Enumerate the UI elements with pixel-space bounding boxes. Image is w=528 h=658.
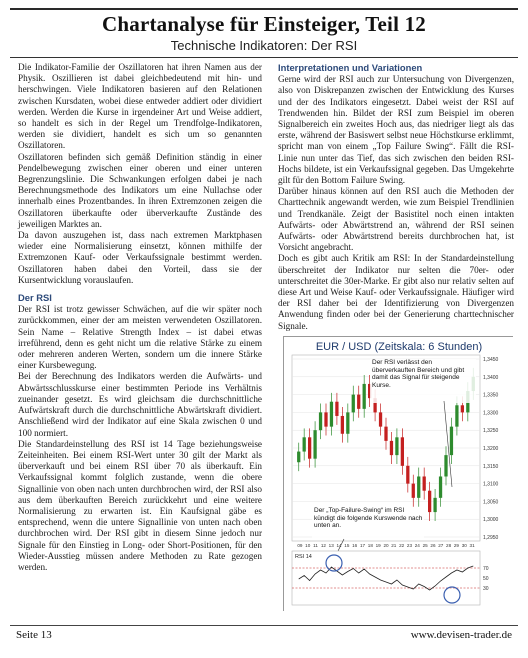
time-tick-label: 22 xyxy=(399,543,405,548)
time-tick-label: 26 xyxy=(430,543,436,548)
candle-body xyxy=(363,384,366,409)
time-tick-label: 13 xyxy=(328,543,334,548)
time-tick-label: 25 xyxy=(422,543,428,548)
time-tick-label: 21 xyxy=(391,543,397,548)
price-tick-label: 1,2950 xyxy=(483,535,499,541)
intro-paragraph: Da davon auszugehen ist, dass nach extremen Marktphasen wieder eine Normalisierung einsetzt, können mithilfe der Extremzonen Kauf- oder Verkaufssignale bestimmt werden. Oszillatoren haben dabei den Vorteil, dass sie der Kursentwicklung vorauslaufen. xyxy=(18,230,262,285)
candle-body xyxy=(412,484,415,498)
top-rule xyxy=(10,8,518,10)
time-tick-label: 20 xyxy=(383,543,389,548)
time-tick-label: 27 xyxy=(438,543,444,548)
annotation-top-text: Der RSI verlässt den überverkauften Bereich und gibt damit das Signal für steigende Kurse. xyxy=(372,359,465,389)
eurusd-chart xyxy=(284,337,514,612)
page-title: Chartanalyse für Einsteiger, Teil 12 xyxy=(102,12,426,36)
price-tick-label: 1,3250 xyxy=(483,428,499,435)
price-tick-label: 1,3000 xyxy=(483,517,499,524)
price-tick-label: 1,3050 xyxy=(483,499,499,506)
candle-body xyxy=(395,437,398,455)
time-tick-label: 09 xyxy=(297,543,303,548)
candle-body xyxy=(379,412,382,426)
section-heading-rsi: Der RSI xyxy=(18,292,52,304)
candle-body xyxy=(401,437,404,465)
title-rule xyxy=(10,57,518,58)
time-tick-label: 29 xyxy=(453,543,459,548)
candle-body xyxy=(433,498,436,512)
time-tick-label: 23 xyxy=(406,543,413,548)
right-column xyxy=(278,62,514,332)
page-subtitle: Technische Indikatoren: Der RSI xyxy=(170,38,358,53)
interpretation-paragraph: Darüber hinaus können auf den RSI auch die Methoden der Charttechnik angewandt werden, wie zum Beispiel Trendlinien und Trendkanäle. Zeigt der Basistitel noch einen intakten Aufwärts- oder Abwärtstrend an, während der RSI seinen Aufwärts- oder Abwärtstrend bereits durchbrochen hat, ist Vorsicht angebracht. xyxy=(278,186,514,253)
candle-body xyxy=(319,412,322,430)
candle-body xyxy=(384,427,387,441)
time-tick-label: 15 xyxy=(344,543,350,548)
intro-paragraph: Die Indikator-Familie der Oszillatoren hat ihren Namen aus der Physik. Oszillieren ist dabei gleichbedeutend mit hin- und herschwingen. Viele Indikatoren basieren auf den Relationen zwischen Kursdaten, wobei diese entweder addiert oder dividiert werden. Werden die Kurse in irgendeiner Art und Weise addiert, so handelt es sich in der Regel um Trendfolge-Indikatoren, werden sie dividiert, handelt es sich um so genannten Oszillatoren. xyxy=(18,62,262,151)
candle-body xyxy=(450,427,453,455)
candle-body xyxy=(324,412,327,426)
rsi-tick-label: 30 xyxy=(483,586,489,592)
candle-body xyxy=(335,402,338,416)
time-tick-label: 30 xyxy=(461,543,467,548)
candle-body xyxy=(439,476,442,497)
rsi-label: RSI 14 xyxy=(295,554,312,560)
time-tick-label: 16 xyxy=(352,543,358,548)
interpretation-paragraph: Doch es gibt auch Kritik am RSI: In der Standardeinstellung überschreitet der Indikator nur selten die 70er- oder unterschreitet die 30er-Marke. Er gibt also nur relativ selten auf diese Art und Weise Kauf- oder Verkaufssignale. Häufiger wird der RSI daher bei der Identifizierung von Divergenzen Anwendung finden oder bei der Generierung charttechnischer Signale. xyxy=(278,253,514,331)
candle-body xyxy=(406,466,409,484)
candle-body xyxy=(455,405,458,426)
time-tick-label: 11 xyxy=(313,543,318,548)
time-tick-label: 24 xyxy=(414,543,420,548)
annotation-bottom xyxy=(312,507,424,541)
time-tick-label: 31 xyxy=(469,543,475,548)
rsi-tick-label: 50 xyxy=(483,576,489,582)
candle-body xyxy=(417,476,420,497)
candle-body xyxy=(357,395,360,409)
section-heading-interpretation: Interpretationen und Variationen xyxy=(278,62,423,73)
chart-title: EUR / USD (Zeitskala: 6 Stunden) xyxy=(315,341,483,353)
time-tick-label: 12 xyxy=(320,543,326,548)
annotation-top xyxy=(370,359,476,405)
price-tick-label: 1,3200 xyxy=(483,446,499,452)
time-tick-label: 10 xyxy=(305,543,311,548)
price-tick-label: 1,3350 xyxy=(483,392,499,399)
candle-body xyxy=(390,441,393,455)
interpretation-paragraph: Gerne wird der RSI auch zur Untersuchung von Divergenzen, also von Diskrepanzen zwischen der Entwicklung des Kurses und der des Indikators eingesetzt. Dabei weist der RSI auf Trendwenden hin. Bildet der RSI zum Beispiel im oberen Signalbereich ein zweites Hoch aus, das niedriger liegt als das erste, während der Basiswert selbst neue Höchstkurse erklimmt, spricht man von einem „Top Failure Swing“. Fällt die RSI-Linie nun unter das Tief, das sich zwischen den beiden RSI-Hochs bildete, ist ein Verkaufssignal gegeben. Das Umgekehrte gilt für den Bottom Failure Swing. xyxy=(278,74,514,186)
candle-body xyxy=(308,437,311,458)
footer-rule xyxy=(10,625,518,626)
left-column xyxy=(18,62,262,573)
candle-body xyxy=(428,491,431,512)
candle-body xyxy=(330,402,333,427)
time-tick-label: 28 xyxy=(446,543,452,548)
rsi-paragraph: Der RSI ist trotz gewisser Schwächen, auf die wir später noch zurückkommen, einer der am meisten verwendeten Oszillatoren. Sein Name – Relative Strength Index – ist dabei etwas irreführend, denn es geht nicht um die relative Stärke zu einem oder mehreren anderen Werten, sondern um die innere Stärke einer Kursbewegung. xyxy=(18,304,262,371)
price-tick-label: 1,3300 xyxy=(483,410,499,417)
rsi-paragraph: Bei der Berechnung des Indikators werden die Aufwärts- und Abwärtsschlusskurse einer bestimmten Periode ins Verhältnis zueinander gesetzt. Es wird gleichsam die durchschnittliche Aufwärtskraft durch die durchschnittliche Abwärtskraft dividiert. Anschließend wird der Indikator auf eine Skala zwischen 0 und 100 normiert. xyxy=(18,371,262,438)
candle-body xyxy=(444,455,447,476)
price-tick-label: 1,3150 xyxy=(483,463,499,470)
candle-body xyxy=(341,416,344,434)
time-tick-label: 18 xyxy=(367,543,373,548)
intro-paragraph: Oszillatoren befinden sich gemäß Definition ständig in einer Pendelbewegung zwischen einer oberen und einer unteren Begrenzungslinie. Die Schwankungen erfolgen dabei je nach Berechnungsmethode des Indikators um eine Nullachse oder innerhalb eines Prozentbandes. In ihren Extremzonen zeigen die Oszillatoren überkaufte oder überverkaufte Zustände des jeweiligen Marktes an. xyxy=(18,151,262,229)
time-tick-label: 14 xyxy=(336,543,342,548)
rsi-paragraph: Die Standardeinstellung des RSI ist 14 Tage beziehungsweise Zeiteinheiten. Bei einem RSI-Wert unter 30 gilt der Markt als überverkauft und bei einem RSI über 70 als überkauft. Ein Verkaufssignal kommt folglich zustande, wenn die obere Signallinie von oben nach unten durchbrochen wird, der RSI also aus dem überkauften Bereich zurückkehrt und eine weitere Normalisierung zu erwarten ist. Ein Kaufsignal gäbe es entsprechend, wenn die untere Signallinie von unten nach oben durchbrochen wird. Der RSI gibt in diesem Sinne jedoch nur Signale für den Einstieg in Long- oder Short-Positionen, für den Wieder-Ausstieg müssen andere Methoden zu Rate gezogen werden. xyxy=(18,438,262,572)
candle-body xyxy=(346,412,349,433)
candle-body xyxy=(303,437,306,451)
chart-figure xyxy=(283,336,513,611)
price-tick-label: 1,3400 xyxy=(483,374,499,381)
price-tick-label: 1,3450 xyxy=(483,357,499,363)
rsi-tick-label: 70 xyxy=(483,566,489,572)
candle-body xyxy=(313,430,316,458)
price-tick-label: 1,3100 xyxy=(483,481,499,488)
time-tick-label: 17 xyxy=(359,543,366,548)
annotation-bottom-text: Der „Top-Failure-Swing“ im RSI kündigt die folgende Kurswende nach unten an. xyxy=(314,507,423,530)
page-number: Seite 13 xyxy=(16,629,52,641)
candle-body xyxy=(352,395,355,413)
candle-body xyxy=(423,476,426,490)
time-tick-label: 19 xyxy=(375,543,381,548)
candle-body xyxy=(297,452,300,463)
footer-website-link[interactable]: www.devisen-trader.de xyxy=(410,629,512,641)
candle-body xyxy=(461,405,464,412)
rsi-panel xyxy=(292,551,480,605)
